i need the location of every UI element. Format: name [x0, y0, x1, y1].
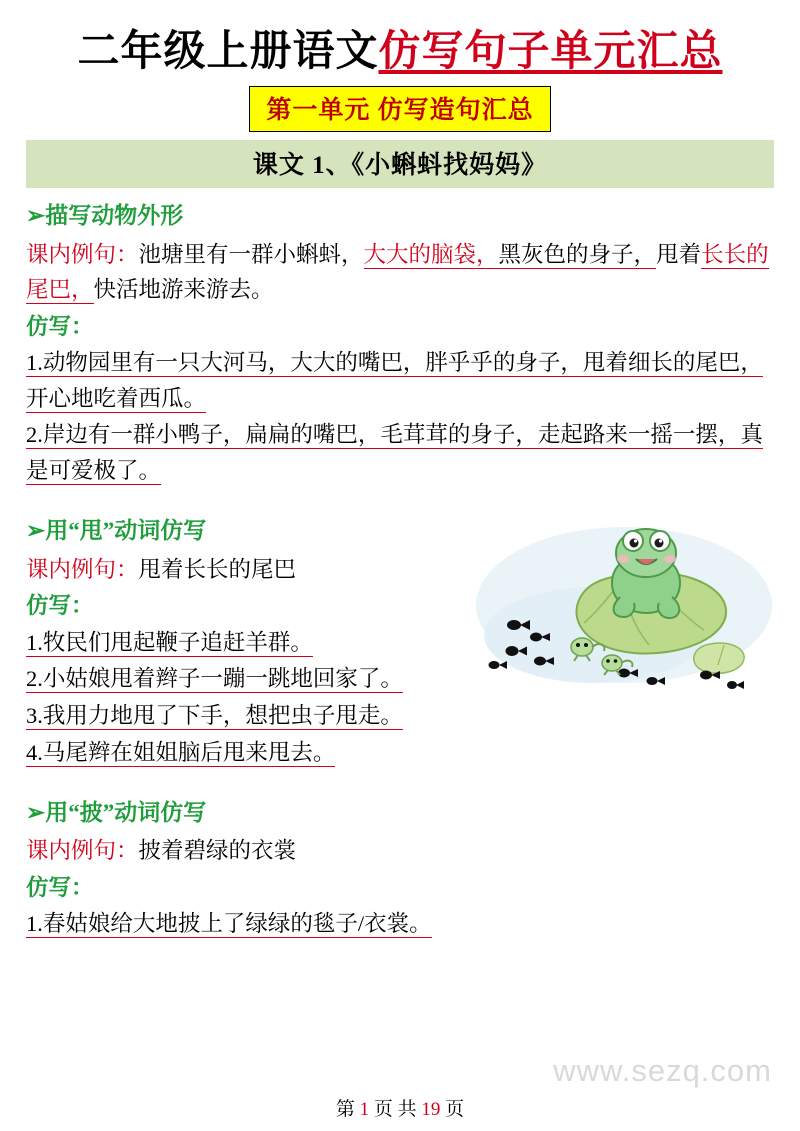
page-title-black: 二年级上册语文: [77, 29, 379, 75]
section-1-heading: ➢描写动物外形: [26, 203, 184, 229]
section-1-item-1: [26, 345, 774, 416]
footer-middle: 页 共: [373, 1099, 417, 1120]
section-3-item-1: [26, 906, 774, 942]
example-part-2: 黑灰色的身子，: [498, 241, 657, 267]
section-2-example-text: 甩着长长的尾巴: [138, 556, 297, 582]
unit-banner: 第一单元 仿写造句汇总: [249, 86, 550, 132]
section-1-example: [26, 237, 774, 308]
spacer-1: [26, 489, 774, 503]
section-2-item-1-text: 1.牧民们甩起鞭子追赶羊群。: [26, 629, 313, 655]
section-1-item-1-text: 1.动物园里有一只大河马，大大的嘴巴，胖乎乎的身子，甩着细长的尾巴，开心地吃着西瓜。: [26, 350, 763, 411]
footer-suffix: 页: [445, 1099, 465, 1120]
lesson-bar: 课文 1、《小蝌蚪找妈妈》: [26, 140, 774, 188]
section-2-item-3: [26, 698, 774, 734]
section-1-imitate-label: [26, 309, 774, 345]
section-3-example-text: 披着碧绿的衣裳: [138, 838, 297, 864]
example-part-3: 甩着: [656, 241, 702, 267]
section-1-item-2: [26, 417, 774, 488]
page-title: [26, 28, 774, 76]
footer-total-pages: 19: [421, 1099, 441, 1120]
unit-banner-wrap: [26, 86, 774, 132]
section-2-item-2-text: 2.小姑娘甩着辫子一蹦一跳地回家了。: [26, 666, 403, 692]
illustration-tadpoles: [474, 505, 774, 690]
watermark: www.sezq.com: [553, 1053, 772, 1088]
section-3-imitate-label: [26, 870, 774, 906]
section-1-example-label: 课内例句：: [26, 241, 139, 267]
footer-prefix: 第: [335, 1099, 355, 1120]
section-3-example-label: 课内例句：: [26, 838, 139, 864]
document-content: [26, 198, 774, 942]
section-1-item-2-text: 2.岸边有一群小鸭子，扁扁的嘴巴，毛茸茸的身子，走起路来一摇一摆，真是可爱极了。: [26, 422, 763, 483]
spacer-2: [26, 771, 774, 785]
section-2-item-4: [26, 735, 774, 771]
section-2-heading: ➢用“甩”动词仿写: [26, 518, 207, 544]
example-part-1: 大大的脑袋，: [363, 241, 499, 267]
section-2-item-4-text: 4.马尾辫在姐姐脑后甩来甩去。: [26, 739, 336, 765]
section-2-item-3-text: 3.我用力地甩了下手，想把虫子甩走。: [26, 702, 403, 728]
imitate-label-3: 仿写：: [26, 874, 94, 900]
imitate-label-1: 仿写：: [26, 313, 94, 339]
example-part-4: 长长的尾巴，: [26, 241, 769, 303]
section-3-example: [26, 833, 774, 869]
tadpole-frog-illustration: [474, 505, 774, 690]
example-part-0: 池塘里有一群小蝌蚪，: [138, 241, 364, 267]
footer-current-page: 1: [359, 1099, 370, 1120]
example-part-5: 快活地游来游去。: [93, 277, 274, 303]
section-3-heading: ➢用“披”动词仿写: [26, 800, 207, 826]
section-3-item-1-text: 1.春姑娘给大地披上了绿绿的毯子/衣裳。: [26, 911, 432, 937]
page-title-red: 仿写句子单元汇总: [378, 29, 723, 75]
imitate-label-2: 仿写：: [26, 593, 94, 619]
page-footer: [0, 1094, 800, 1121]
section-2-example-label: 课内例句：: [26, 556, 139, 582]
